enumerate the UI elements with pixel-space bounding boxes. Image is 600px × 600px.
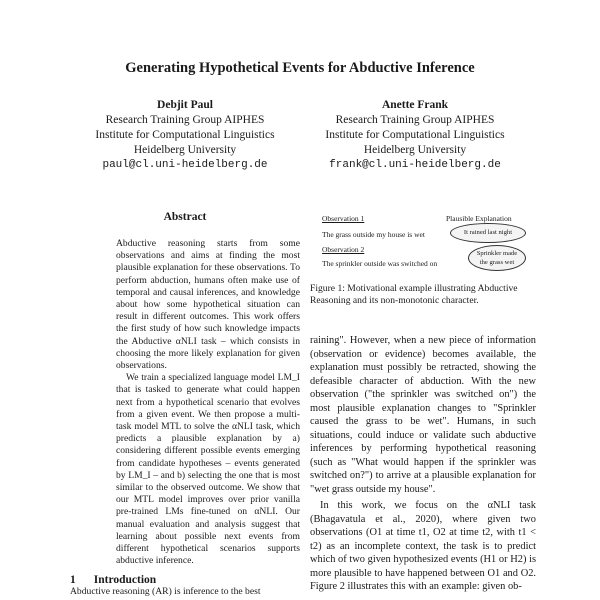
author-affiliation: Institute for Computational Linguistics [95,129,275,141]
abstract-paragraph: We train a specialized language model LM_I that is tasked to generate what could happen next from a hypothetical scenario that evolves from a given event. We then propose a multi-task model MTL to solve the αNLI task, which predicts a plausible explanation by a) considering different possible events emerging from candidate hypotheses – events generated by LM_I – and b) selecting the one that is most similar to the observed outcome. We show that our MTL model improves over prior vanilla pre-trained LMs fine-tuned on αNLI. Our manual evaluation and analysis suggest that learning about possible next events from different hypothetical scenarios supports abductive inference. [116,372,300,567]
explanation-2-text: the grass wet [479,259,515,266]
abstract-body [116,238,300,567]
author-affiliation: Research Training Group AIPHES [105,114,265,126]
explanation-cloud-2 [468,245,526,271]
explanation-cloud-1 [450,223,526,243]
observation-1-label: Observation 1 [322,214,365,223]
observation-1-text: The grass outside my house is wet [322,230,425,239]
explanation-1-text: It rained last night [463,229,513,236]
author-email: paul@cl.uni-heidelberg.de [102,159,268,171]
intro-first-line: Abductive reasoning (AR) is inference to the best [70,586,261,597]
author-name: Debjit Paul [157,99,213,111]
figure-1-caption: Figure 1: Motivational example illustrating Abductive Reasoning and its non-monotonic character. [310,283,518,307]
paper-title: Generating Hypothetical Events for Abductive Inference [125,60,475,76]
author-affiliation: Heidelberg University [133,144,237,156]
abstract-heading: Abstract [163,211,207,223]
author-affiliation: Heidelberg University [363,144,467,156]
plausible-explanation-label: Plausible Explanation [446,214,512,223]
body-paragraph: In this work, we focus on the αNLI task (Bhagavatula et al., 2020), where given two observations (O1 at time t1, O2 at time t2, with t1 < t2) as an incomplete context, the task is to predict which of two given hypothesized events (H1 or H2) is more plausible to have happened between O1 and O2. Figure 2 illustrates this with an example: given ob- [310,500,536,592]
author-name: Anette Frank [381,99,449,111]
observation-2-text: The sprinkler outside was switched on [322,259,438,268]
author-affiliation: Research Training Group AIPHES [335,114,495,126]
body-paragraph: raining". However, when a new piece of information (observation or evidence) becomes available, the explanation must possibly be retracted, showing the defeasible character of abduction. With the new observation ("the sprinkler was switched on") the most plausible explanation changes to "Sprinkler caused the grass to be wet". Humans, in such situations, could induce or validate such abductive inferences by performing hypothetical reasoning (such as "What would happen if the sprinkler was switched on?") to arrive at a plausible explanation for "wet grass outside my house". [310,335,536,495]
abstract-paragraph: Abductive reasoning starts from some observations and aims at finding the most plausible explanation for these observations. To perform abduction, humans often make use of temporal and causal inferences, and knowledge about how some hypothetical situation can result in different outcomes. This work offers the first study of how such knowledge impacts the Abductive αNLI task – which consists in choosing the more likely explanation for given observations. [116,238,300,372]
author-email: frank@cl.uni-heidelberg.de [329,159,501,171]
section-title: Introduction [93,574,157,586]
explanation-2-text: Sprinkler made [476,250,518,257]
section-number: 1 [70,574,76,586]
right-column-body [310,334,536,594]
author-block-1 [70,98,300,173]
figure-1 [322,214,528,272]
author-affiliation: Institute for Computational Linguistics [325,129,505,141]
observation-2-label: Observation 2 [322,245,365,254]
author-block-2 [300,98,530,173]
